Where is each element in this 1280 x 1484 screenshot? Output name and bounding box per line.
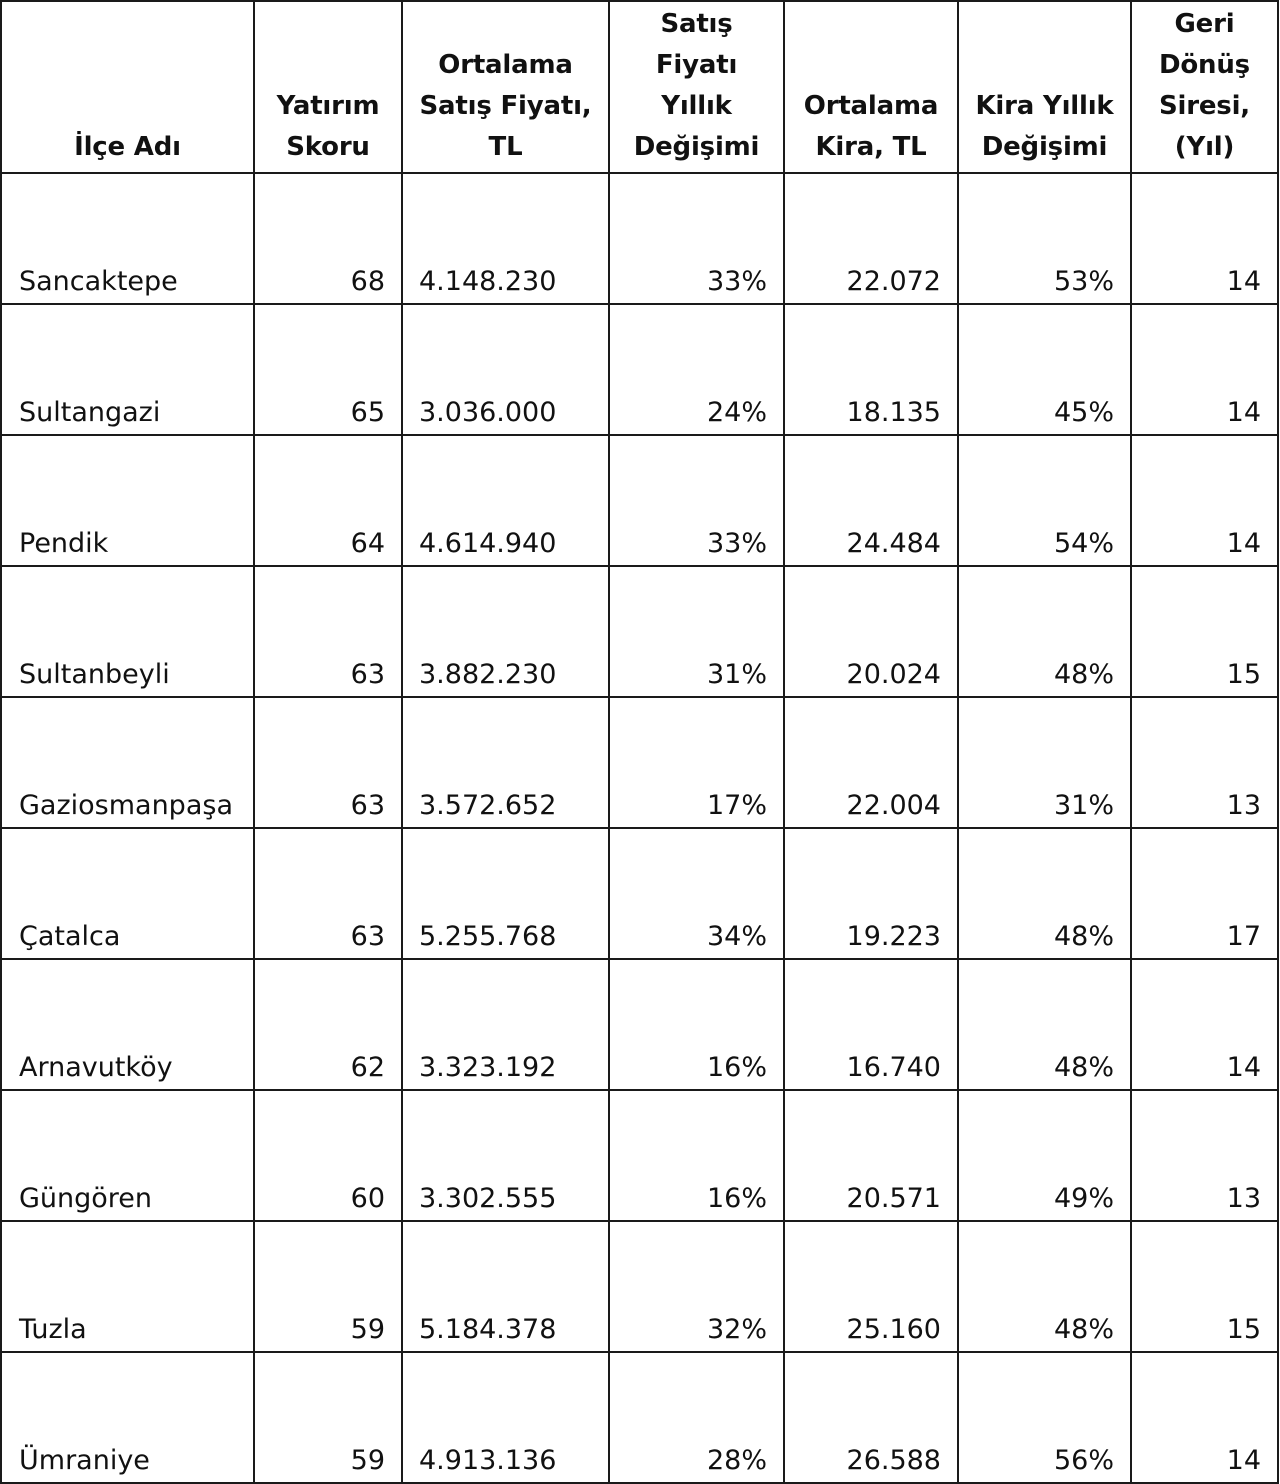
cell-payback-years: 14 xyxy=(1131,173,1278,304)
cell-avg-rent: 19.223 xyxy=(784,828,958,959)
table-row xyxy=(1,304,1278,435)
cell-score: 65 xyxy=(254,304,402,435)
cell-avg-rent: 20.571 xyxy=(784,1090,958,1221)
cell-payback-years: 13 xyxy=(1131,697,1278,828)
cell-score: 68 xyxy=(254,173,402,304)
table-row xyxy=(1,1090,1278,1221)
table-row xyxy=(1,959,1278,1090)
table-header xyxy=(1,1,1278,173)
header-line: Fiyatı xyxy=(655,50,738,80)
cell-avg-sale-price: 3.036.000 xyxy=(402,304,609,435)
cell-district: Gaziosmanpaşa xyxy=(1,697,254,828)
cell-sale-price-change: 16% xyxy=(609,959,784,1090)
table-row xyxy=(1,435,1278,566)
cell-rent-change: 49% xyxy=(958,1090,1131,1221)
cell-payback-years: 14 xyxy=(1131,1352,1278,1483)
header-line: Yıllık xyxy=(661,91,732,121)
cell-sale-price-change: 31% xyxy=(609,566,784,697)
header-line: Siresi, xyxy=(1159,91,1250,121)
cell-rent-change: 53% xyxy=(958,173,1131,304)
cell-avg-sale-price: 3.572.652 xyxy=(402,697,609,828)
header-line: Ortalama xyxy=(438,50,573,80)
header-line: Skoru xyxy=(286,132,370,162)
cell-sale-price-change: 28% xyxy=(609,1352,784,1483)
header-rent-change xyxy=(958,1,1131,173)
cell-avg-rent: 25.160 xyxy=(784,1221,958,1352)
cell-avg-rent: 20.024 xyxy=(784,566,958,697)
header-line: Değişimi xyxy=(633,132,760,162)
header-sale-price-change xyxy=(609,1,784,173)
cell-rent-change: 48% xyxy=(958,1221,1131,1352)
header-line: Kira, TL xyxy=(815,132,927,162)
cell-sale-price-change: 32% xyxy=(609,1221,784,1352)
cell-sale-price-change: 33% xyxy=(609,173,784,304)
table-row xyxy=(1,173,1278,304)
header-line: Satış xyxy=(660,9,733,39)
cell-payback-years: 15 xyxy=(1131,566,1278,697)
cell-sale-price-change: 33% xyxy=(609,435,784,566)
table-row xyxy=(1,1221,1278,1352)
cell-district: Sultangazi xyxy=(1,304,254,435)
cell-district: Arnavutköy xyxy=(1,959,254,1090)
cell-district: Güngören xyxy=(1,1090,254,1221)
header-line: TL xyxy=(488,132,523,162)
cell-district: Sancaktepe xyxy=(1,173,254,304)
header-row xyxy=(1,1,1278,173)
table-body xyxy=(1,173,1278,1483)
cell-score: 62 xyxy=(254,959,402,1090)
cell-payback-years: 14 xyxy=(1131,435,1278,566)
header-line: Satış Fiyatı, xyxy=(419,91,592,121)
cell-rent-change: 48% xyxy=(958,566,1131,697)
cell-sale-price-change: 16% xyxy=(609,1090,784,1221)
cell-district: Pendik xyxy=(1,435,254,566)
cell-rent-change: 45% xyxy=(958,304,1131,435)
cell-rent-change: 54% xyxy=(958,435,1131,566)
cell-rent-change: 56% xyxy=(958,1352,1131,1483)
cell-payback-years: 17 xyxy=(1131,828,1278,959)
cell-avg-sale-price: 5.184.378 xyxy=(402,1221,609,1352)
header-line: Kira Yıllık xyxy=(975,91,1114,121)
header-line: Dönüş xyxy=(1159,50,1250,80)
header-score xyxy=(254,1,402,173)
header-avg-rent xyxy=(784,1,958,173)
cell-avg-rent: 26.588 xyxy=(784,1352,958,1483)
cell-sale-price-change: 24% xyxy=(609,304,784,435)
cell-avg-rent: 22.072 xyxy=(784,173,958,304)
cell-avg-rent: 22.004 xyxy=(784,697,958,828)
table-row xyxy=(1,1352,1278,1483)
cell-avg-sale-price: 4.614.940 xyxy=(402,435,609,566)
header-avg-sale-price xyxy=(402,1,609,173)
cell-district: Çatalca xyxy=(1,828,254,959)
cell-avg-sale-price: 3.323.192 xyxy=(402,959,609,1090)
cell-district: Sultanbeyli xyxy=(1,566,254,697)
cell-rent-change: 31% xyxy=(958,697,1131,828)
cell-score: 64 xyxy=(254,435,402,566)
cell-avg-sale-price: 3.882.230 xyxy=(402,566,609,697)
header-line: Geri xyxy=(1174,9,1235,39)
header-district xyxy=(1,1,254,173)
cell-avg-rent: 16.740 xyxy=(784,959,958,1090)
cell-avg-rent: 18.135 xyxy=(784,304,958,435)
header-line: Yatırım xyxy=(276,91,380,121)
cell-avg-sale-price: 4.148.230 xyxy=(402,173,609,304)
cell-avg-rent: 24.484 xyxy=(784,435,958,566)
cell-avg-sale-price: 4.913.136 xyxy=(402,1352,609,1483)
cell-score: 60 xyxy=(254,1090,402,1221)
cell-payback-years: 15 xyxy=(1131,1221,1278,1352)
cell-sale-price-change: 34% xyxy=(609,828,784,959)
header-payback-years xyxy=(1131,1,1278,173)
cell-score: 63 xyxy=(254,828,402,959)
header-line: (Yıl) xyxy=(1174,132,1235,162)
cell-avg-sale-price: 3.302.555 xyxy=(402,1090,609,1221)
cell-payback-years: 14 xyxy=(1131,959,1278,1090)
cell-avg-sale-price: 5.255.768 xyxy=(402,828,609,959)
cell-payback-years: 14 xyxy=(1131,304,1278,435)
table-row xyxy=(1,566,1278,697)
header-line: Ortalama xyxy=(803,91,939,121)
cell-score: 59 xyxy=(254,1221,402,1352)
cell-district: Ümraniye xyxy=(1,1352,254,1483)
table-row xyxy=(1,828,1278,959)
header-line: Değişimi xyxy=(981,132,1108,162)
cell-score: 63 xyxy=(254,697,402,828)
table-row xyxy=(1,697,1278,828)
cell-rent-change: 48% xyxy=(958,959,1131,1090)
cell-rent-change: 48% xyxy=(958,828,1131,959)
cell-sale-price-change: 17% xyxy=(609,697,784,828)
cell-score: 59 xyxy=(254,1352,402,1483)
cell-payback-years: 13 xyxy=(1131,1090,1278,1221)
header-line: İlçe Adı xyxy=(74,132,181,162)
cell-score: 63 xyxy=(254,566,402,697)
cell-district: Tuzla xyxy=(1,1221,254,1352)
